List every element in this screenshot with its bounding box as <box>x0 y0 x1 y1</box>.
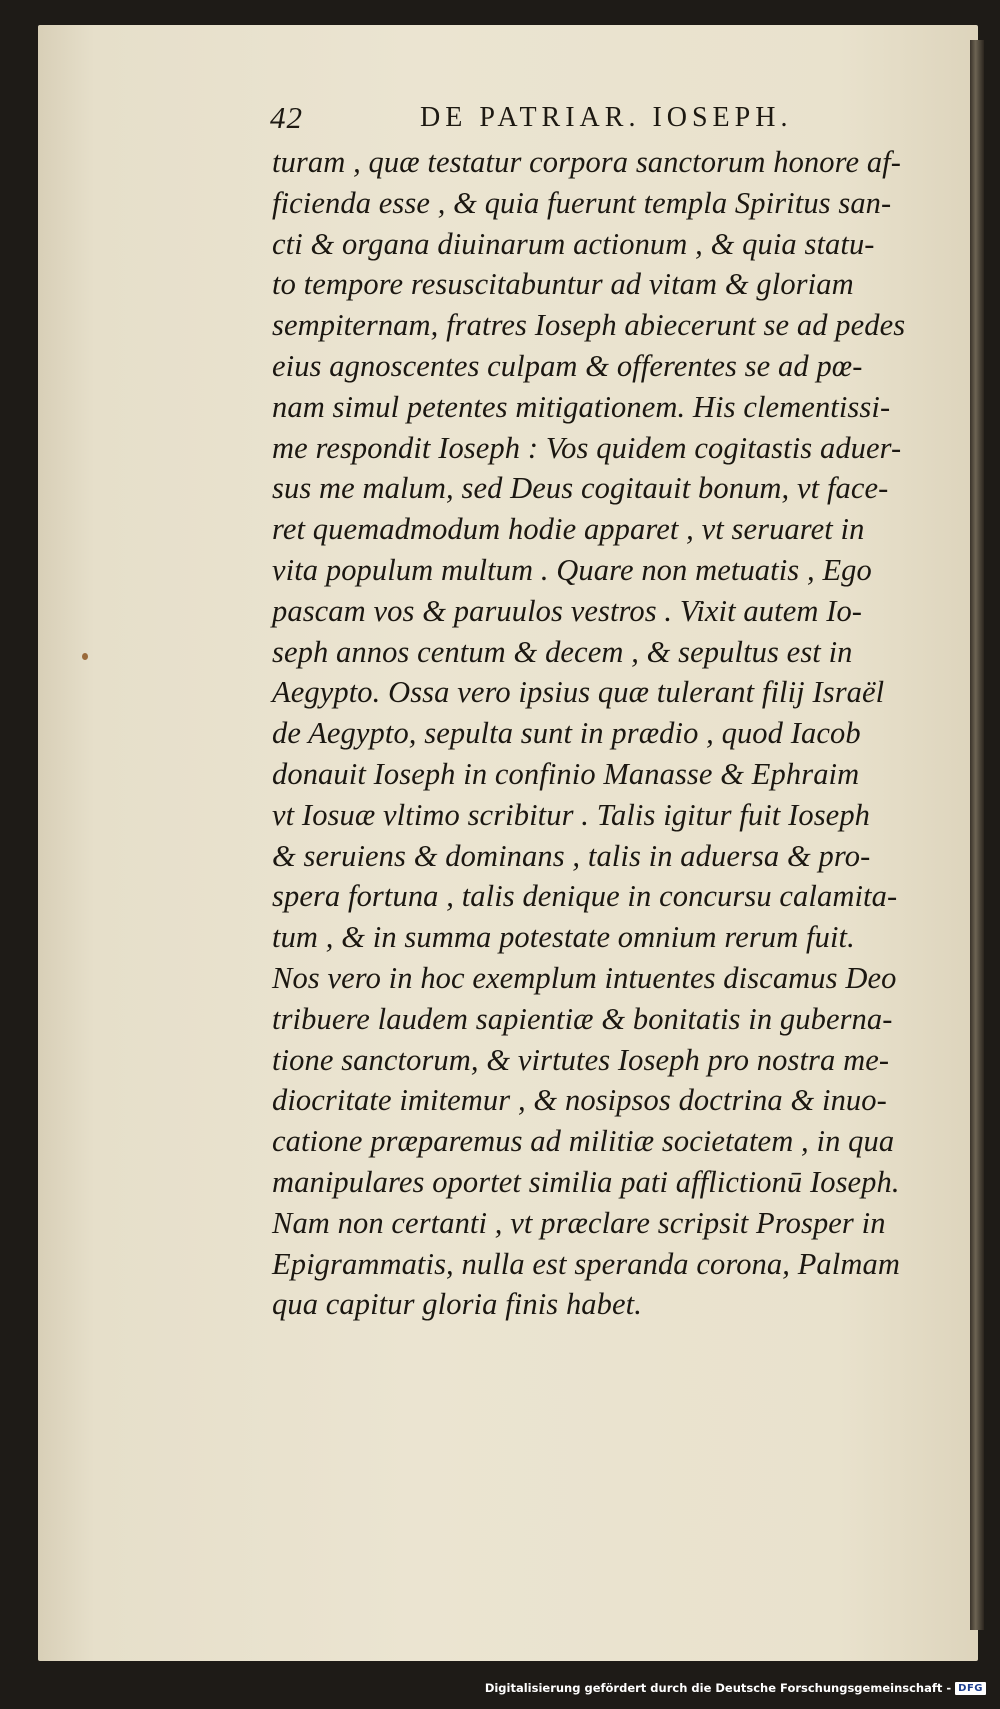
text-line: tribuere laudem sapientiæ & bonitatis in guberna- <box>272 1001 893 1036</box>
text-line: & seruiens & dominans , talis in aduersa & pro- <box>272 838 871 873</box>
text-line: Epigrammatis, nulla est speranda corona, Palmam <box>272 1246 900 1281</box>
text-line: turam , quæ testatur corpora sanctorum honore af- <box>272 145 902 179</box>
page-stain <box>82 653 88 660</box>
text-line: qua capitur gloria finis habet. <box>272 1287 642 1322</box>
page-number: 42 <box>270 100 303 135</box>
text-line: Nam non certanti , vt præclare scripsit Prosper in <box>272 1205 886 1240</box>
text-line: pascam vos & paruulos vestros . Vixit autem Io- <box>272 593 863 628</box>
credit-text: Digitalisierung gefördert durch die Deutsche Forschungsgemeinschaft - <box>484 1681 952 1695</box>
text-line: sus me malum, sed Deus cogitauit bonum, vt face- <box>272 471 889 506</box>
text-line: manipulares oportet similia pati afflictionū Ioseph. <box>272 1164 900 1199</box>
text-line: cti & organa diuinarum actionum , & quia statu- <box>272 226 875 261</box>
text-line: eius agnoscentes culpam & offerentes se ad pœ- <box>272 348 863 383</box>
text-line: ficienda esse , & quia fuerunt templa Spiritus san- <box>272 185 892 220</box>
text-line: seph annos centum & decem , & sepultus est in <box>272 634 853 669</box>
text-line: to tempore resuscitabuntur ad vitam & gloriam <box>272 267 854 302</box>
text-line: vt Iosuæ vltimo scribitur . Talis igitur fuit Ioseph <box>272 797 871 832</box>
running-head-title: DE PATRIAR. IOSEPH. <box>420 102 793 133</box>
text-line: ret quemadmodum hodie apparet , vt seruaret in <box>272 512 865 547</box>
text-line: vita populum multum . Quare non metuatis , Ego <box>272 552 872 587</box>
text-line: spera fortuna , talis denique in concursu calamita- <box>272 879 898 914</box>
text-line: tum , & in summa potestate omnium rerum fuit. <box>272 920 855 955</box>
dfg-logo: DFG <box>955 1682 986 1695</box>
text-line: catione præparemus ad militiæ societatem , in qua <box>272 1124 895 1159</box>
digitization-credit <box>485 1679 986 1697</box>
body-text <box>272 142 982 1325</box>
text-line: me respondit Ioseph : Vos quidem cogitastis aduer- <box>272 430 902 465</box>
running-head <box>270 100 970 140</box>
text-line: donauit Ioseph in confinio Manasse & Ephraim <box>272 756 860 791</box>
text-line: diocritate imitemur , & nosipsos doctrina & inuo- <box>272 1083 887 1118</box>
text-line: tione sanctorum, & virtutes Ioseph pro nostra me- <box>272 1042 890 1077</box>
text-line: sempiternam, fratres Ioseph abiecerunt se ad pedes <box>272 308 906 343</box>
text-line: Aegypto. Ossa vero ipsius quæ tulerant filij Israël <box>272 675 885 710</box>
text-line: de Aegypto, sepulta sunt in prædio , quod Iacob <box>272 716 861 751</box>
text-line: nam simul petentes mitigationem. His clementissi- <box>272 389 891 424</box>
text-line: Nos vero in hoc exemplum intuentes discamus Deo <box>272 960 897 995</box>
